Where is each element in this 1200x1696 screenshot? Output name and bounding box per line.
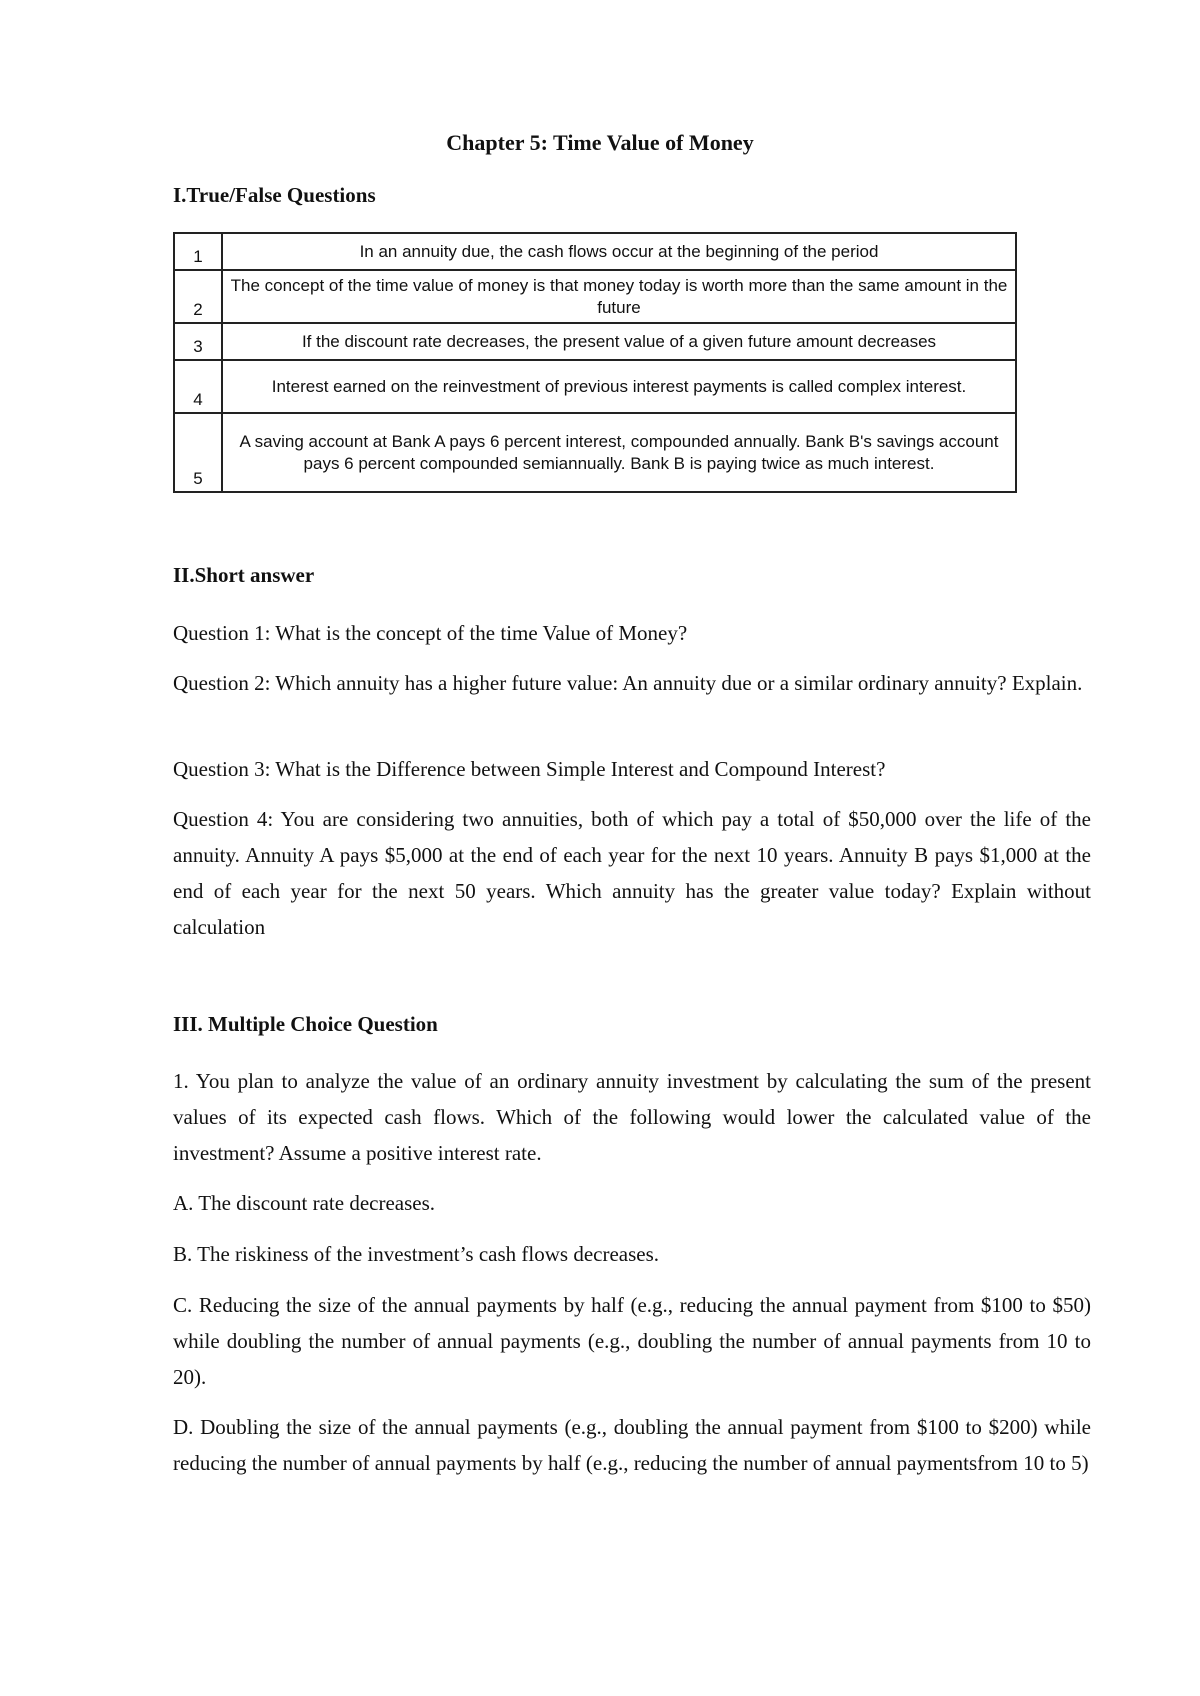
option-a: A. The discount rate decreases. <box>173 1191 436 1215</box>
short-answer-question-4: Question 4: You are considering two annuities, both of which pay a total of $50,000 over the life of the annuity. Annuity A pays $5,000 at the end of each year for the next 10 years. Annuity B pays $1,000 at the end of each year for the next 50 years. Which annuity has the greater value today? Explain without calculation <box>173 807 1091 939</box>
table-row <box>174 233 1016 270</box>
short-answer-question-1: Question 1: What is the concept of the time Value of Money? <box>173 621 688 645</box>
question-statement: Interest earned on the reinvestment of previous interest payments is called complex interest. <box>222 360 1016 413</box>
page-title: Chapter 5: Time Value of Money <box>446 130 754 155</box>
question-statement: If the discount rate decreases, the present value of a given future amount decreases <box>222 323 1016 360</box>
question-number: 2 <box>174 270 222 323</box>
question-statement: A saving account at Bank A pays 6 percent interest, compounded annually. Bank B's savings account pays 6 percent compounded semiannually. Bank B is paying twice as much interest. <box>222 413 1016 492</box>
question-number: 4 <box>174 360 222 413</box>
question-statement: In an annuity due, the cash flows occur at the beginning of the period <box>222 233 1016 270</box>
true-false-heading: I.True/False Questions <box>173 183 376 207</box>
multiple-choice-heading: III. Multiple Choice Question <box>173 1012 438 1036</box>
option-b: B. The riskiness of the investment’s cash flows decreases. <box>173 1242 660 1266</box>
short-answer-question-3: Question 3: What is the Difference between Simple Interest and Compound Interest? <box>173 757 886 781</box>
question-statement: The concept of the time value of money is that money today is worth more than the same amount in the future <box>222 270 1016 323</box>
table-row <box>174 360 1016 413</box>
table-row <box>174 270 1016 323</box>
short-answer-heading: II.Short answer <box>173 563 315 587</box>
multiple-choice-question: 1. You plan to analyze the value of an ordinary annuity investment by calculating the sum of the present values of its expected cash flows. Which of the following would lower the calculated value of the investment? Assume a positive interest rate. <box>173 1069 1091 1165</box>
true-false-table <box>173 232 1017 493</box>
table-row <box>174 323 1016 360</box>
option-c: C. Reducing the size of the annual payments by half (e.g., reducing the annual payment from $100 to $50) while doubling the number of annual payments (e.g., doubling the number of annual payments from 10 to 20). <box>173 1293 1091 1389</box>
question-number: 3 <box>174 323 222 360</box>
short-answer-question-2: Question 2: Which annuity has a higher future value: An annuity due or a similar ordinary annuity? Explain. <box>173 671 1083 695</box>
question-number: 1 <box>174 233 222 270</box>
option-d: D. Doubling the size of the annual payments (e.g., doubling the annual payment from $100 to $200) while reducing the number of annual payments by half (e.g., reducing the number of annual paymentsfrom 10 to 5) <box>173 1415 1091 1475</box>
table-row <box>174 413 1016 492</box>
question-number: 5 <box>174 413 222 492</box>
